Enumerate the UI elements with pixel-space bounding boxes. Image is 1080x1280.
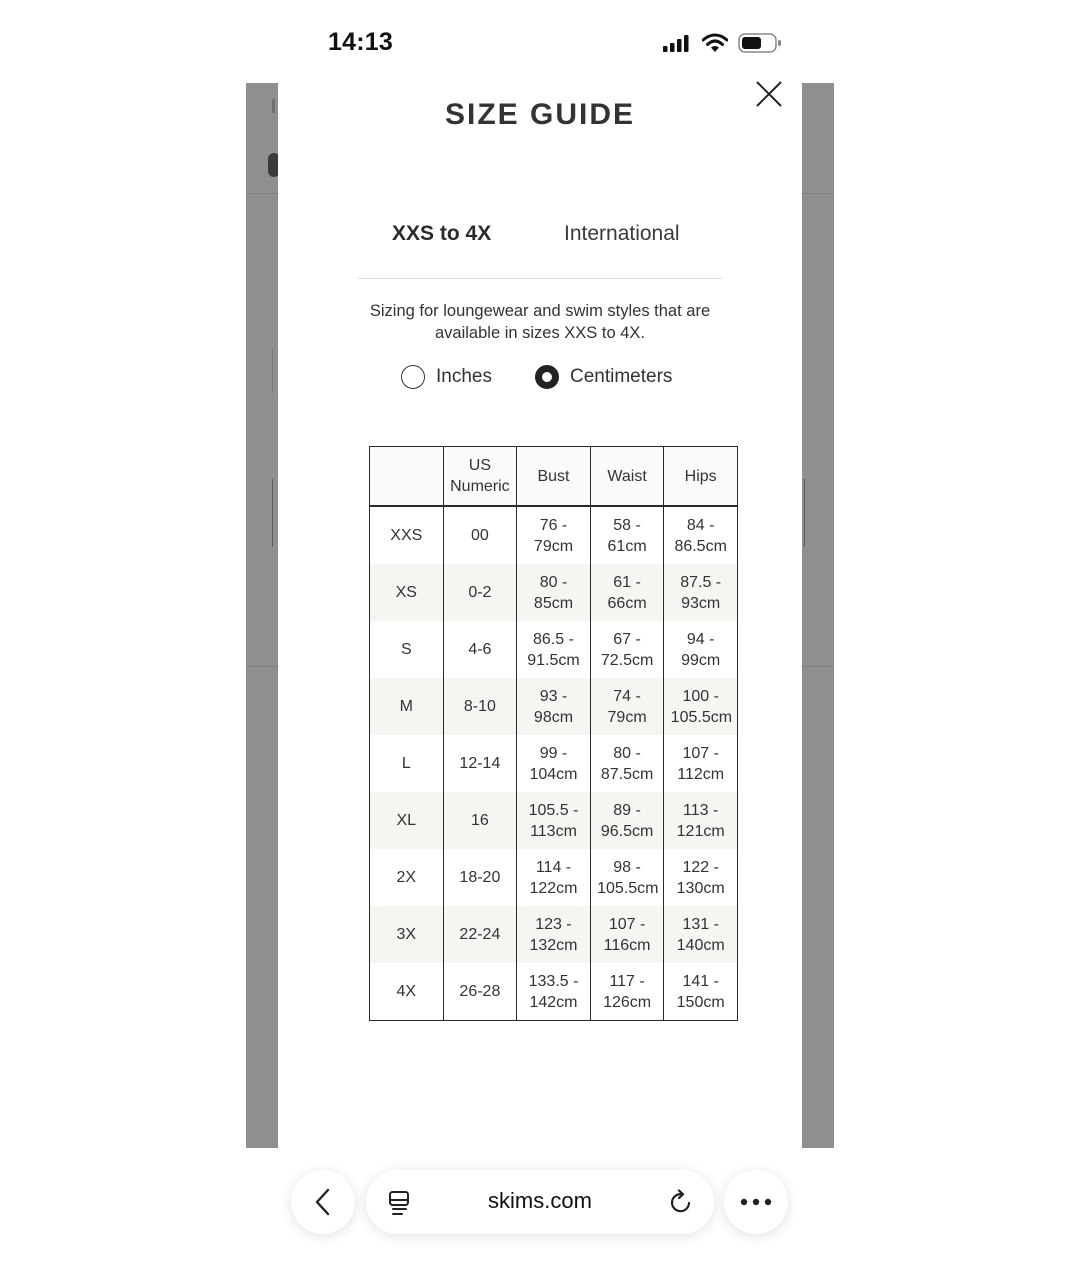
table-cell (590, 678, 664, 735)
table-row (370, 621, 738, 678)
cell-text: 26-28 (459, 983, 501, 1000)
table-cell (517, 792, 591, 849)
size-label-cell (370, 906, 444, 963)
chevron-left-icon (313, 1188, 333, 1216)
table-row (370, 963, 738, 1021)
cell-text: S (400, 641, 412, 658)
cell-text: 117 - 126cm (603, 972, 652, 1011)
cell-text: 76 - 79cm (533, 516, 574, 555)
table-cell (517, 564, 591, 621)
table-body (370, 506, 738, 1021)
size-label-cell (370, 506, 444, 564)
tab-xxs-to-4x[interactable]: XXS to 4X (392, 222, 492, 245)
unit-label-centimeters: Centimeters (570, 366, 673, 387)
size-label-cell (370, 792, 444, 849)
cell-text: 22-24 (459, 926, 501, 943)
cell-text: 4X (396, 983, 417, 1000)
cell-text: 89 - 96.5cm (600, 801, 654, 840)
cell-text: 99 - 104cm (529, 744, 578, 783)
unit-option-inches[interactable] (401, 365, 492, 389)
table-cell (590, 506, 664, 564)
size-chart-table (369, 446, 738, 1021)
cell-text: 84 - 86.5cm (674, 516, 727, 555)
cell-text: 122 - 130cm (676, 858, 725, 897)
cell-text: 107 - 112cm (677, 744, 725, 783)
table-cell (517, 735, 591, 792)
cell-text: XS (395, 584, 417, 601)
radio-inches[interactable] (401, 365, 425, 389)
table-header-cell (370, 447, 444, 507)
cell-text: 141 - 150cm (676, 972, 725, 1011)
table-cell (664, 735, 738, 792)
size-label-cell (370, 735, 444, 792)
table-cell (517, 621, 591, 678)
wifi-icon (702, 33, 728, 53)
table-row (370, 849, 738, 906)
table-cell (664, 678, 738, 735)
cell-text: 2X (396, 869, 417, 886)
cell-text: 114 - 122cm (529, 858, 578, 897)
table-cell (443, 621, 517, 678)
table-cell (590, 906, 664, 963)
size-label-cell (370, 849, 444, 906)
table-cell (590, 735, 664, 792)
size-label-cell (370, 678, 444, 735)
cell-text: 67 - 72.5cm (600, 630, 654, 669)
table-cell (443, 849, 517, 906)
status-time: 14:13 (328, 28, 393, 56)
table-header-cell: Hips (664, 447, 738, 507)
table-row (370, 506, 738, 564)
tab-divider (358, 278, 722, 279)
status-icons (662, 32, 782, 54)
table-cell (517, 678, 591, 735)
address-bar[interactable] (366, 1170, 714, 1234)
url-text: skims.com (488, 1188, 592, 1213)
header-us-numeric: US Numeric (450, 457, 510, 495)
table-cell (664, 849, 738, 906)
table-cell (443, 678, 517, 735)
table-cell (443, 792, 517, 849)
cell-text: L (401, 755, 411, 772)
cell-text: 00 (470, 527, 489, 544)
cell-text: 80 - 87.5cm (600, 744, 654, 783)
table-row (370, 678, 738, 735)
table-cell (664, 963, 738, 1021)
table-cell (664, 564, 738, 621)
table-cell (443, 564, 517, 621)
cell-text: 58 - 61cm (607, 516, 647, 555)
table-header-cell: Waist (590, 447, 664, 507)
table-header-row (370, 447, 738, 507)
table-header-cell: Bust (517, 447, 591, 507)
cell-text: 123 - 132cm (529, 915, 578, 954)
cell-text: 12-14 (459, 755, 501, 772)
table-cell (517, 906, 591, 963)
size-label-cell (370, 963, 444, 1021)
cell-text: 94 - 99cm (681, 630, 721, 669)
size-label-cell (370, 564, 444, 621)
cell-text: M (399, 698, 413, 715)
unit-label-inches: Inches (436, 366, 492, 387)
table-cell (517, 849, 591, 906)
cell-text: 80 - 85cm (533, 573, 574, 612)
table-cell (443, 963, 517, 1021)
table-cell (590, 963, 664, 1021)
cell-text: 8-10 (463, 698, 496, 715)
reload-icon[interactable] (668, 1189, 694, 1215)
modal-title: SIZE GUIDE (444, 98, 636, 131)
table-cell (443, 506, 517, 564)
cell-text: 131 - 140cm (676, 915, 725, 954)
cell-text: 105.5 - 113cm (528, 801, 579, 840)
table-cell (664, 792, 738, 849)
cell-text: 18-20 (459, 869, 501, 886)
table-row (370, 735, 738, 792)
cell-text: 3X (396, 926, 417, 943)
size-description: Sizing for loungewear and swim styles that are available in sizes XXS to 4X. (369, 302, 711, 342)
more-button[interactable] (724, 1170, 788, 1234)
table-row (370, 906, 738, 963)
cell-text: 87.5 - 93cm (680, 573, 722, 612)
table-cell (590, 792, 664, 849)
table-cell (590, 621, 664, 678)
table-cell (664, 906, 738, 963)
battery-icon (738, 32, 782, 54)
cell-text: 86.5 - 91.5cm (527, 630, 580, 669)
cell-text: 100 - 105.5cm (670, 687, 733, 726)
cell-text: 74 - 79cm (607, 687, 647, 726)
cell-text: 4-6 (468, 641, 492, 658)
table-cell (517, 506, 591, 564)
table-cell (590, 564, 664, 621)
table-cell (664, 621, 738, 678)
cell-text: XXS (390, 527, 423, 544)
cell-text: 61 - 66cm (607, 573, 647, 612)
table-cell (590, 849, 664, 906)
cell-text: 0-2 (468, 584, 492, 601)
size-label-cell (370, 621, 444, 678)
table-row (370, 792, 738, 849)
table-cell (443, 906, 517, 963)
more-icon (740, 1198, 772, 1206)
table-cell (664, 506, 738, 564)
radio-centimeters[interactable] (535, 365, 559, 389)
table-row (370, 564, 738, 621)
cell-text: 16 (470, 812, 489, 829)
tab-international[interactable]: International (564, 222, 680, 245)
signal-icon (662, 34, 692, 52)
table-header-cell (443, 447, 517, 507)
cell-text: 133.5 - 142cm (528, 972, 579, 1011)
table-cell (443, 735, 517, 792)
cell-text: 93 - 98cm (533, 687, 574, 726)
cell-text: 107 - 116cm (603, 915, 651, 954)
cell-text: 98 - 105.5cm (597, 858, 659, 897)
table-cell (517, 963, 591, 1021)
cell-text: XL (396, 812, 417, 829)
unit-option-centimeters[interactable] (535, 365, 672, 389)
back-button[interactable] (291, 1170, 355, 1234)
cell-text: 113 - 121cm (676, 801, 725, 840)
